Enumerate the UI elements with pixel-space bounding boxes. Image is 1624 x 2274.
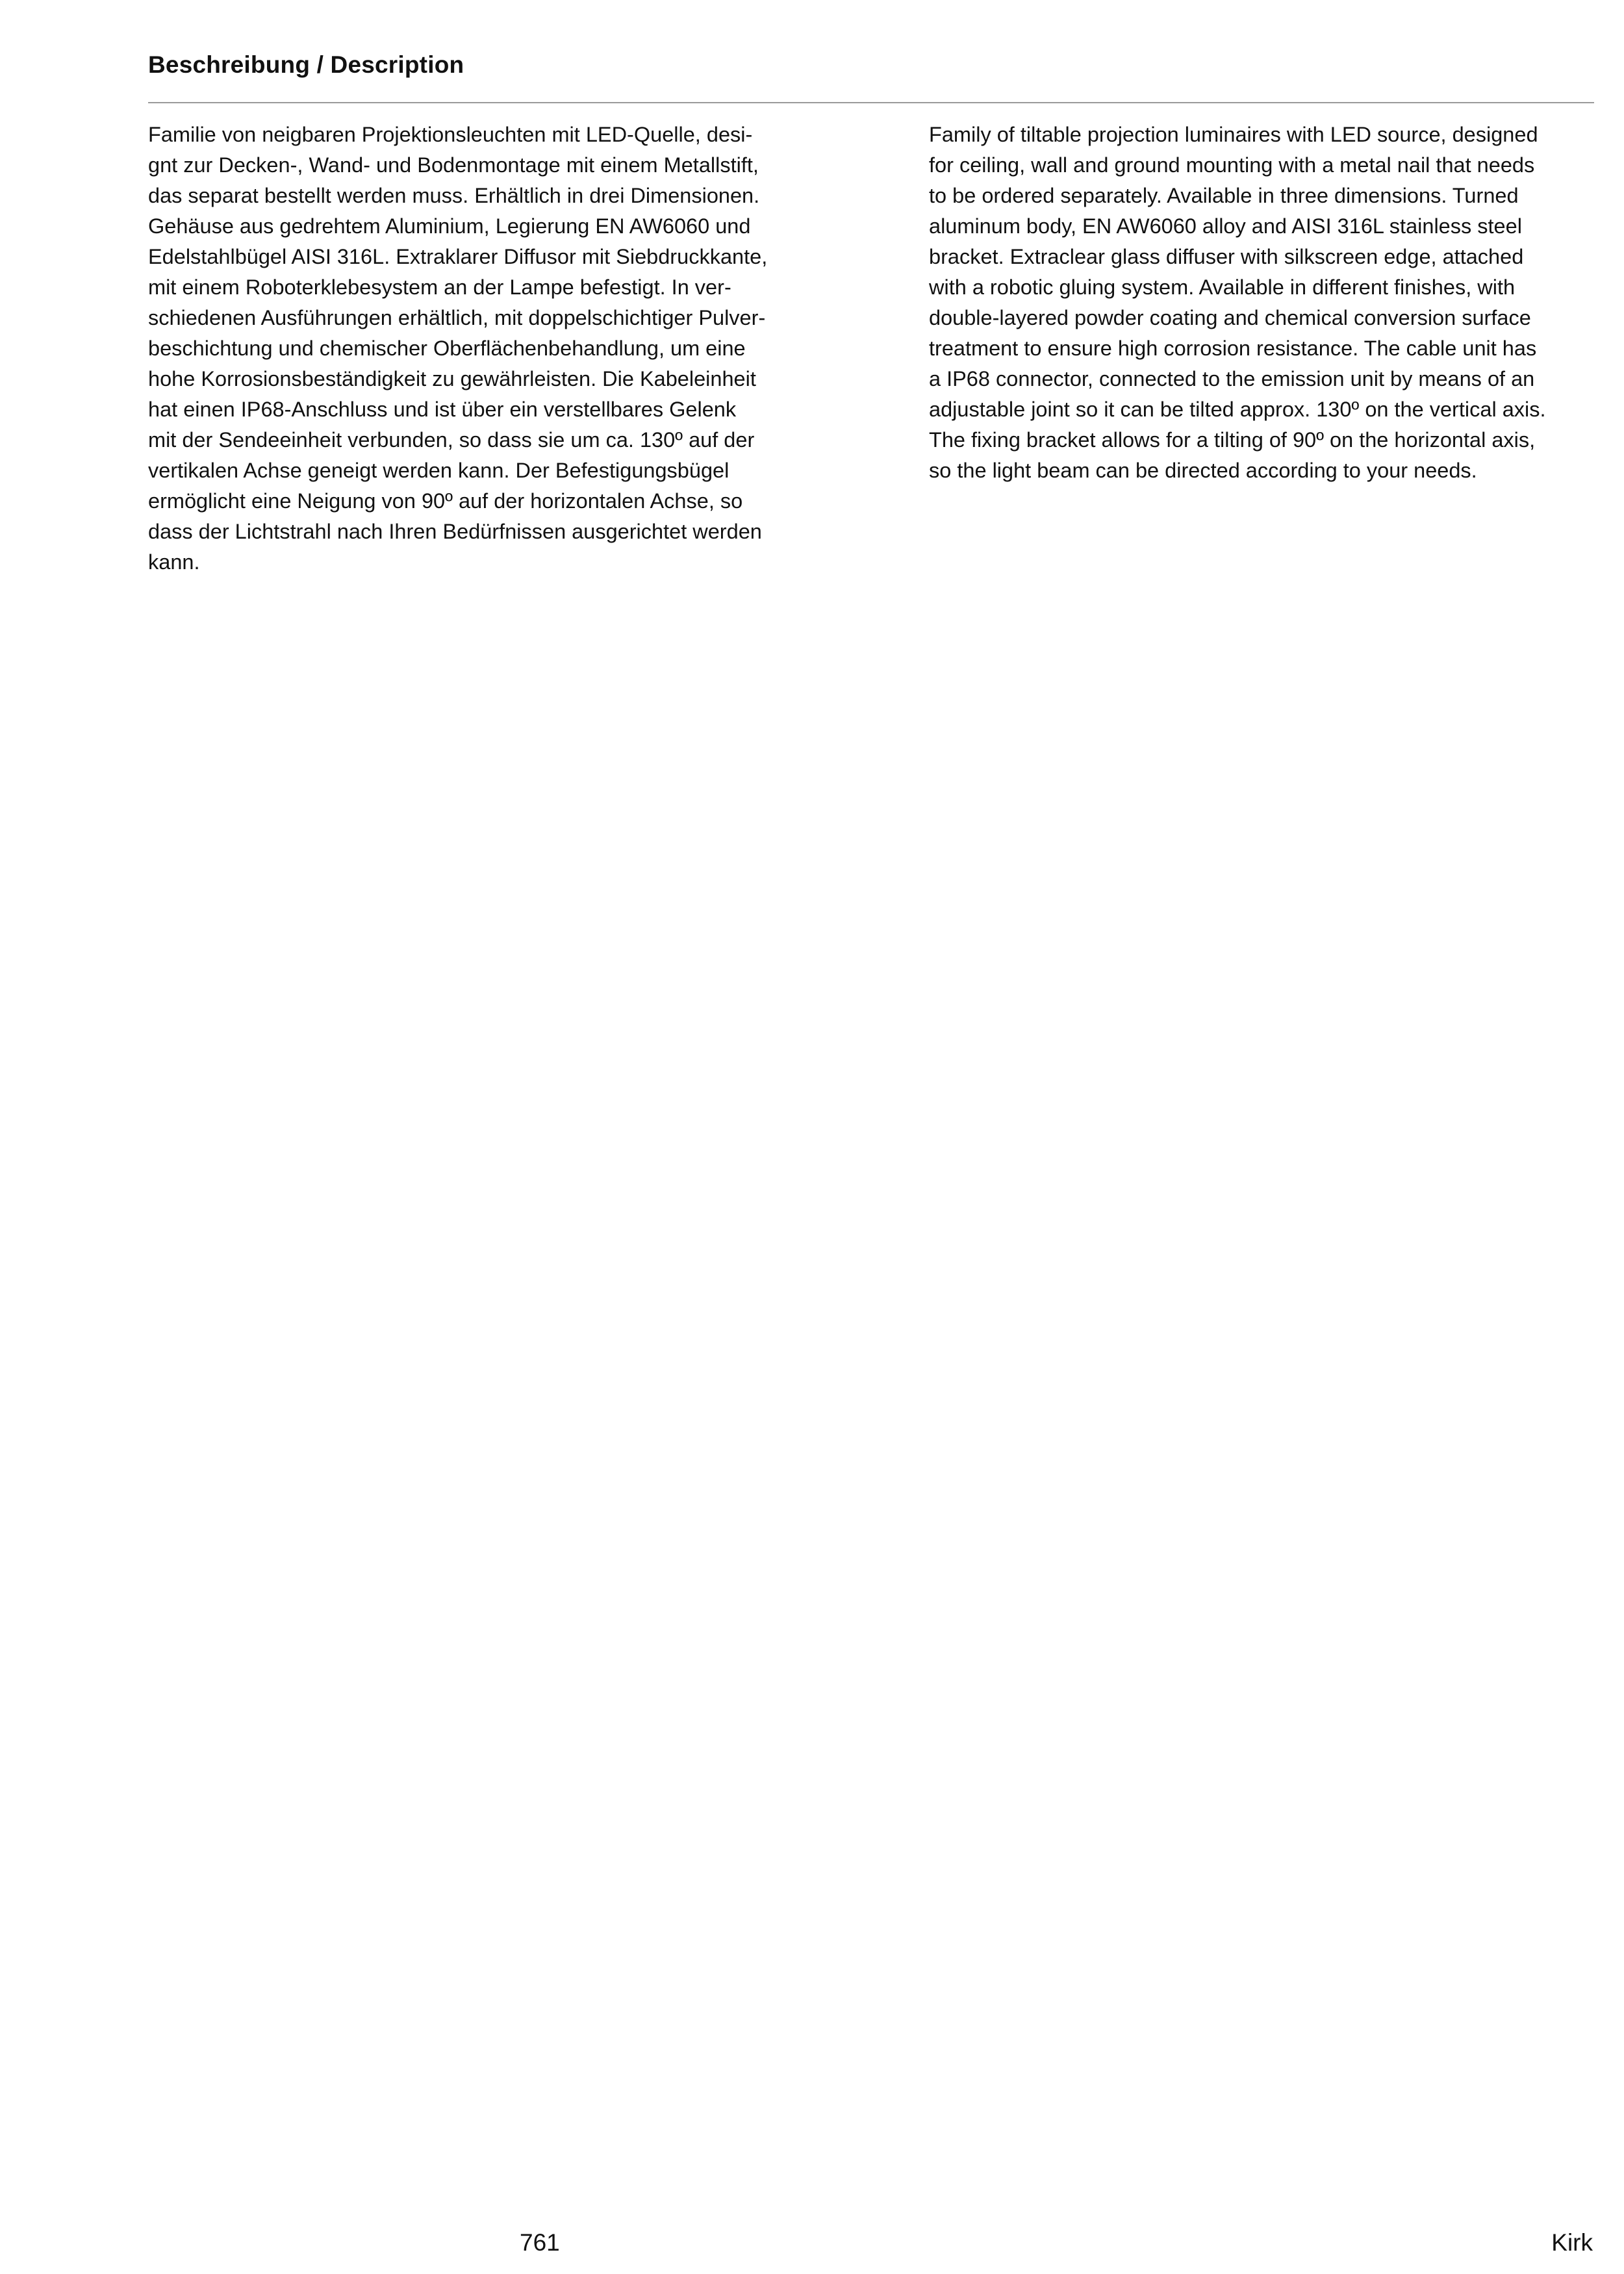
- text-line: ermöglicht eine Neigung von 90º auf der horizontalen Achse, so: [148, 489, 743, 513]
- text-line: schiedenen Ausführungen erhältlich, mit doppelschichtiger Pulver-: [148, 306, 766, 329]
- text-line: so the light beam can be directed according to your needs.: [929, 459, 1477, 482]
- text-line: vertikalen Achse geneigt werden kann. Der Befestigungsbügel: [148, 459, 730, 482]
- text-line: to be ordered separately. Available in three dimensions. Turned: [929, 184, 1519, 207]
- text-line: with a robotic gluing system. Available in different finishes, with: [929, 275, 1516, 299]
- description-english: [929, 120, 1605, 486]
- text-line: beschichtung und chemischer Oberflächenbehandlung, um eine: [148, 337, 746, 360]
- text-line: dass der Lichtstrahl nach Ihren Bedürfnissen ausgerichtet werden: [148, 520, 762, 543]
- text-line: gnt zur Decken-, Wand- und Bodenmontage mit einem Metallstift,: [148, 153, 759, 177]
- text-line: hohe Korrosionsbeständigkeit zu gewährleisten. Die Kabeleinheit: [148, 367, 756, 390]
- text-line: double-layered powder coating and chemical conversion surface: [929, 306, 1531, 329]
- description-german: [148, 120, 824, 578]
- text-line: Edelstahlbügel AISI 316L. Extraklarer Diffusor mit Siebdruckkante,: [148, 245, 768, 268]
- text-line: kann.: [148, 550, 200, 574]
- text-line: hat einen IP68-Anschluss und ist über ein verstellbares Gelenk: [148, 398, 737, 421]
- text-line: das separat bestellt werden muss. Erhältlich in drei Dimensionen.: [148, 184, 760, 207]
- text-line: Gehäuse aus gedrehtem Aluminium, Legierung EN AW6060 und: [148, 214, 751, 238]
- text-line: a IP68 connector, connected to the emission unit by means of an: [929, 367, 1535, 390]
- text-line: Familie von neigbaren Projektionsleuchten mit LED-Quelle, desi-: [148, 123, 753, 146]
- brand-name: Kirk: [1551, 2229, 1593, 2256]
- text-line: The fixing bracket allows for a tilting of 90º on the horizontal axis,: [929, 428, 1536, 452]
- text-line: treatment to ensure high corrosion resistance. The cable unit has: [929, 337, 1537, 360]
- text-line: adjustable joint so it can be tilted approx. 130º on the vertical axis.: [929, 398, 1546, 421]
- text-line: mit der Sendeeinheit verbunden, so dass sie um ca. 130º auf der: [148, 428, 755, 452]
- text-line: Family of tiltable projection luminaires with LED source, designed: [929, 123, 1538, 146]
- section-title: Beschreibung / Description: [148, 51, 464, 78]
- text-line: bracket. Extraclear glass diffuser with silkscreen edge, attached: [929, 245, 1524, 268]
- header-divider: [148, 102, 1594, 103]
- text-line: mit einem Roboterklebesystem an der Lampe befestigt. In ver-: [148, 275, 731, 299]
- page-number: 761: [520, 2229, 560, 2256]
- text-line: aluminum body, EN AW6060 alloy and AISI 316L stainless steel: [929, 214, 1522, 238]
- text-line: for ceiling, wall and ground mounting with a metal nail that needs: [929, 153, 1535, 177]
